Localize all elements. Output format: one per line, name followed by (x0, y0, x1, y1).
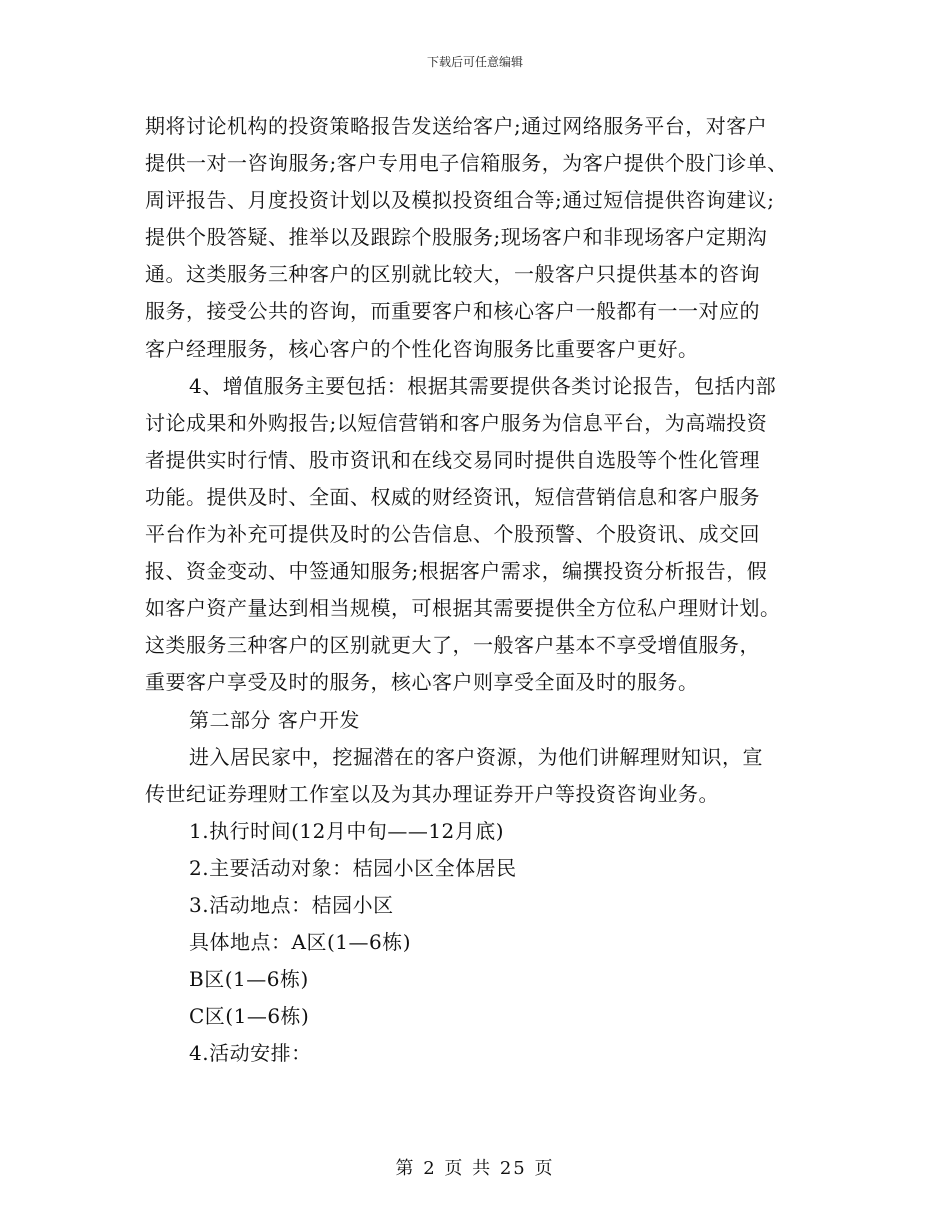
text-line: 讨论成果和外购报告;以短信营销和客户服务为信息平台，为高端投资 (145, 410, 768, 435)
text-line: 2.主要活动对象：桔园小区全体居民 (189, 855, 517, 880)
text-line: 具体地点：A区(1—6栋) (189, 930, 411, 955)
text-line: 客户经理服务，核心客户的个性化咨询服务比重要客户更好。 (145, 336, 699, 361)
text-line: 周评报告、月度投资计划以及模拟投资组合等;通过短信提供咨询建议; (145, 188, 775, 213)
text-line: C区(1—6栋) (189, 1004, 310, 1029)
text-line: 者提供实时行情、股市资讯和在线交易同时提供自选股等个性化管理 (145, 447, 760, 472)
text-line: 提供一对一咨询服务;客户专用电子信箱服务，为客户提供个股门诊单、 (145, 151, 788, 176)
document-body (145, 108, 815, 1072)
text-line: 重要客户享受及时的服务，核心客户则享受全面及时的服务。 (145, 670, 699, 695)
text-line: 服务，接受公共的咨询，而重要客户和核心客户一般都有一一对应的 (145, 299, 760, 324)
text-line: 1.执行时间(12月中旬——12月底) (189, 818, 505, 843)
text-line: 通。这类服务三种客户的区别就比较大，一般客户只提供基本的咨询 (145, 262, 760, 287)
text-line: B区(1—6栋) (189, 967, 309, 992)
text-line: 功能。提供及时、全面、权威的财经资讯，短信营销信息和客户服务 (145, 484, 760, 509)
text-line: 报、资金变动、中签通知服务;根据客户需求，编撰投资分析报告，假 (145, 559, 768, 584)
text-line: 第二部分 客户开发 (189, 707, 360, 732)
text-line: 传世纪证券理财工作室以及为其办理证券开户等投资咨询业务。 (145, 781, 719, 806)
text-line: 这类服务三种客户的区别就更大了，一般客户基本不享受增值服务， (145, 633, 760, 658)
page-header: 下载后可任意编辑 (426, 55, 523, 69)
text-line: 平台作为补充可提供及时的公告信息、个股预警、个股资讯、成交回 (145, 522, 760, 547)
text-line: 期将讨论机构的投资策略报告发送给客户;通过网络服务平台，对客户 (145, 114, 768, 138)
text-line: 4、增值服务主要包括：根据其需要提供各类讨论报告，包括内部 (189, 373, 777, 398)
text-line: 提供个股答疑、推举以及跟踪个股服务;现场客户和非现场客户定期沟 (145, 225, 768, 250)
text-line: 如客户资产量达到相当规模，可根据其需要提供全方位私户理财计划。 (145, 596, 781, 621)
text-line: 4.活动安排： (189, 1041, 312, 1066)
text-line: 3.活动地点：桔园小区 (189, 892, 394, 917)
page-footer: 第 2 页 共 25 页 (395, 1158, 555, 1179)
text-line: 进入居民家中，挖掘潜在的客户资源，为他们讲解理财知识，宣 (189, 744, 763, 769)
